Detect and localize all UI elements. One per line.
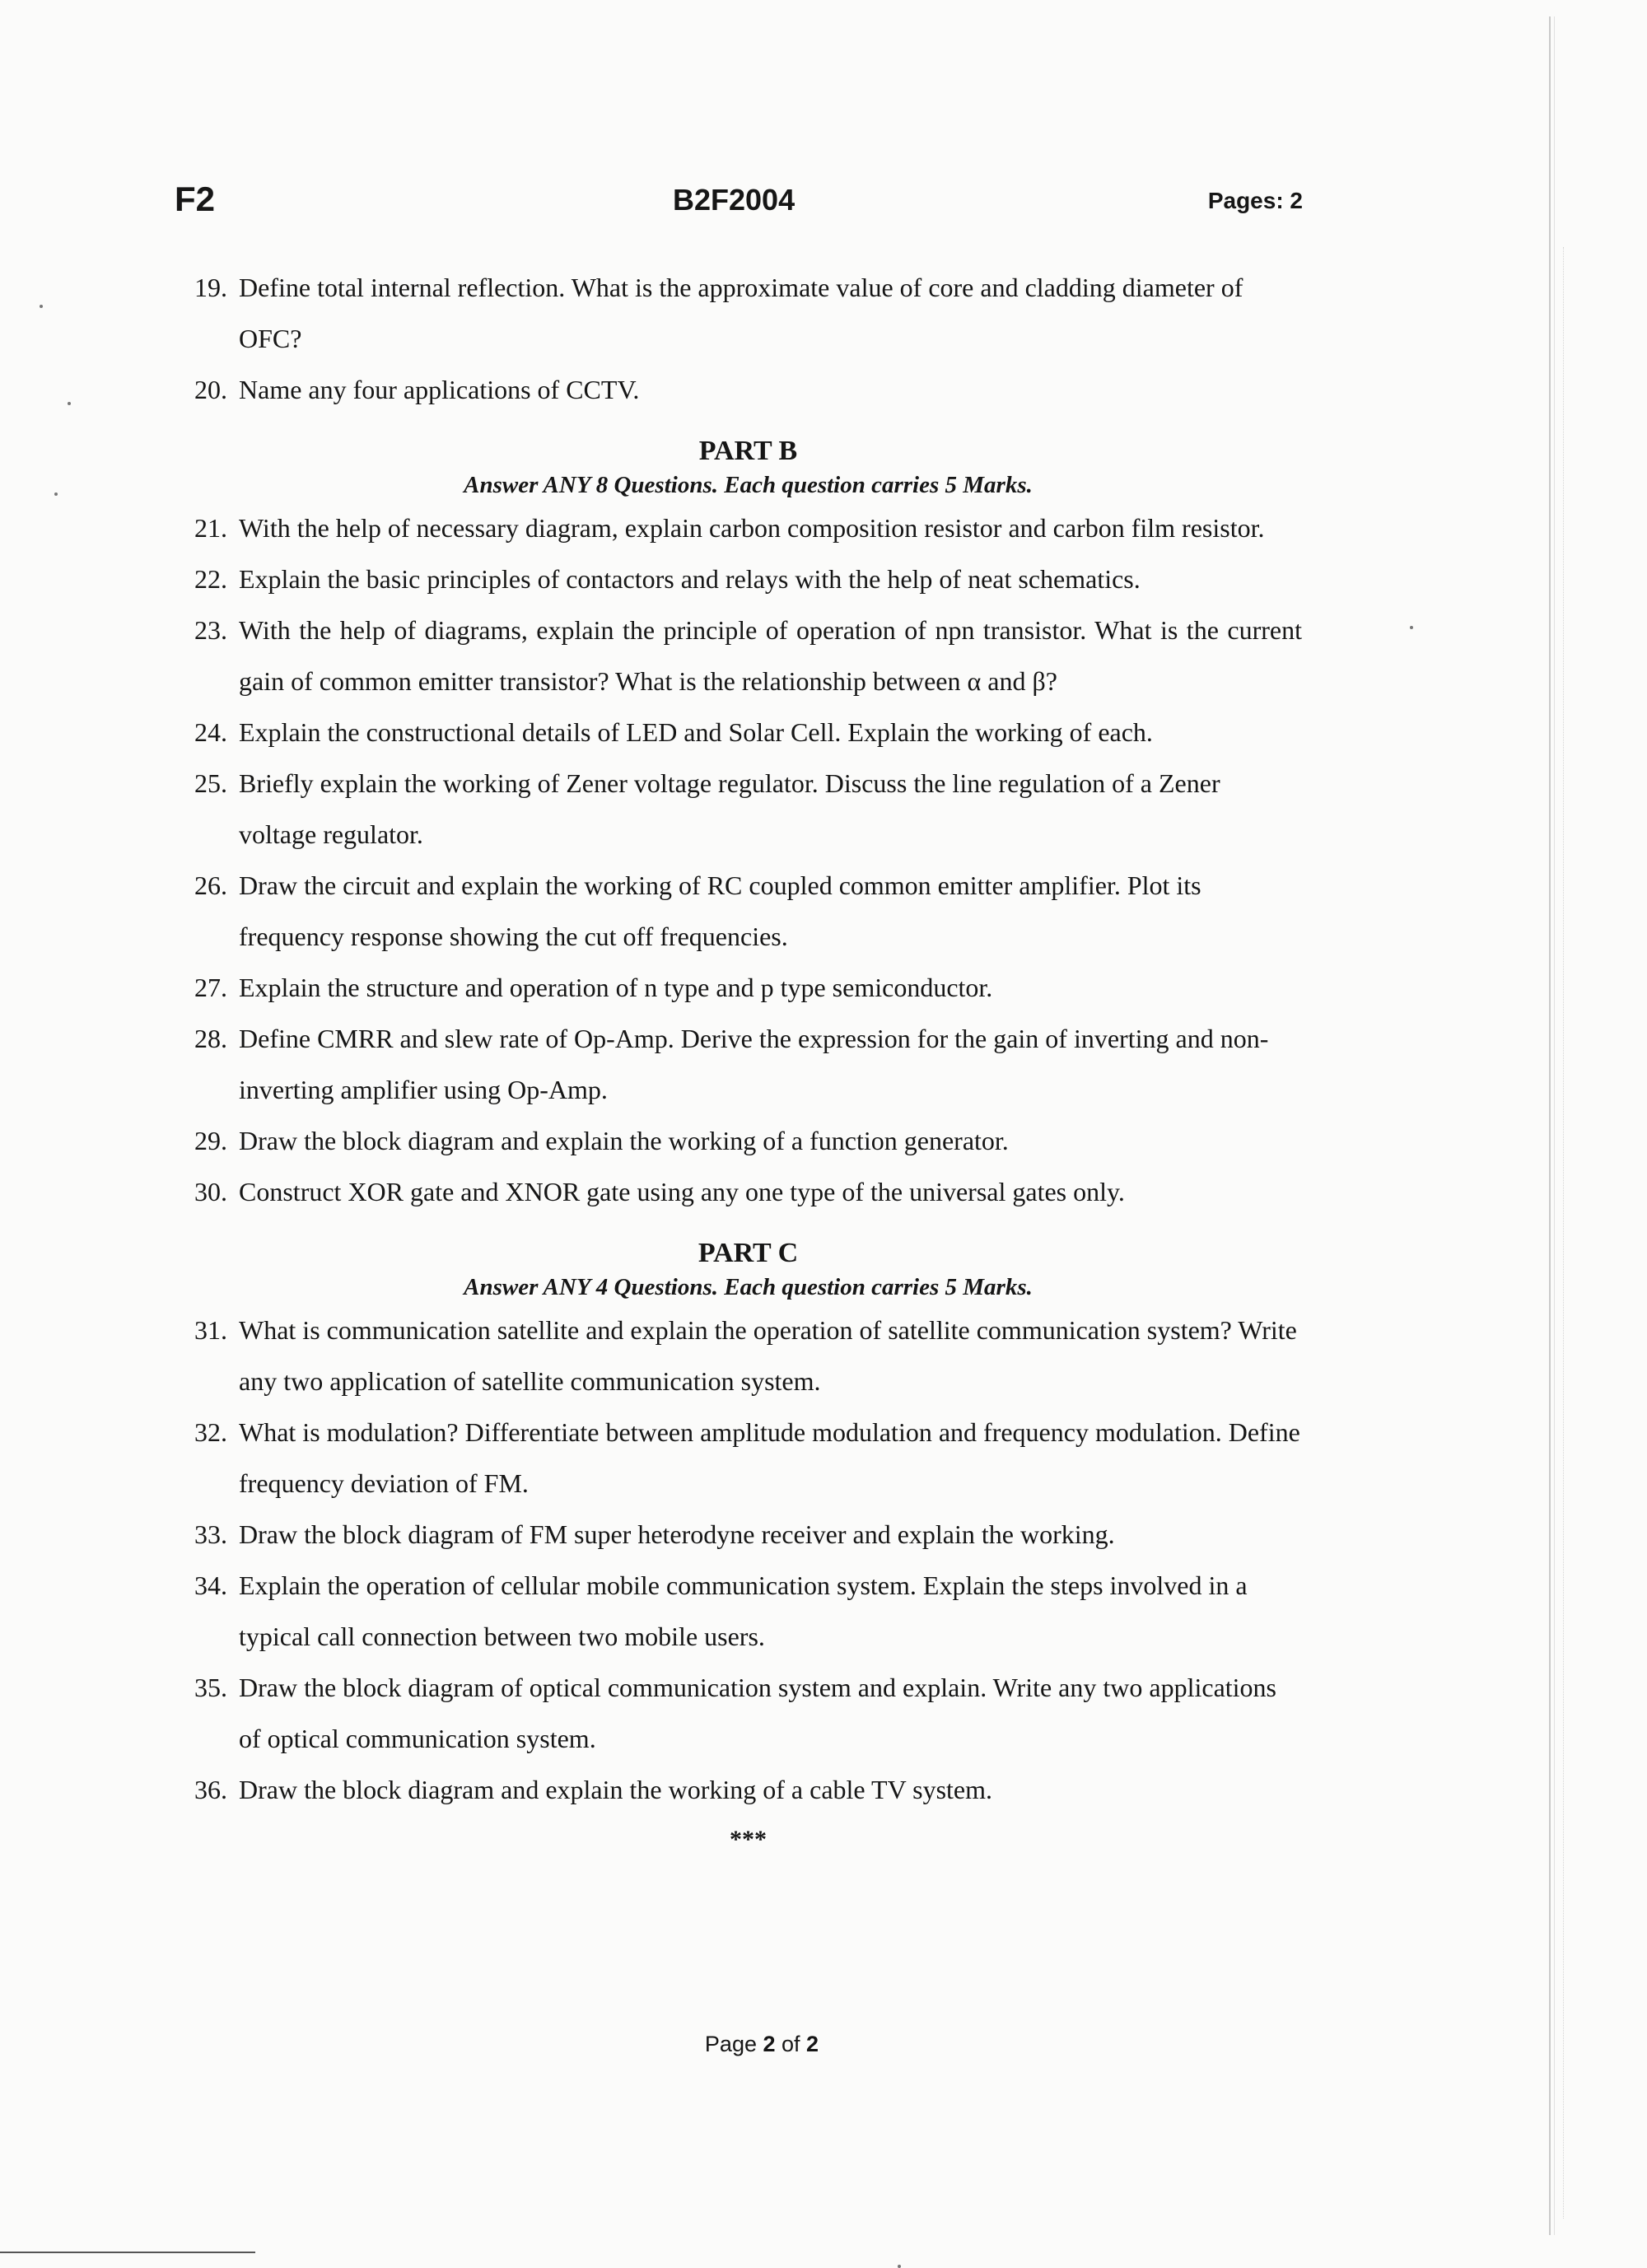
question-item xyxy=(194,1304,1302,1407)
question-text: Define CMRR and slew rate of Op-Amp. Derive the expression for the gain of inverting and non-inverting amplifier using Op-Amp. xyxy=(239,1024,1269,1104)
page-header xyxy=(175,180,1303,229)
set-code: F2 xyxy=(175,180,216,218)
bottom-edge-rule xyxy=(0,2252,255,2253)
footer-prefix: Page xyxy=(704,2032,763,2056)
part-c-instruction: Answer ANY 4 Questions. Each question carries 5 Marks. xyxy=(464,1274,1033,1300)
question-item xyxy=(194,553,1302,604)
question-text: Define total internal reflection. What is the approximate value of core and cladding diameter of OFC? xyxy=(239,273,1243,353)
question-text: Explain the operation of cellular mobile communication system. Explain the steps involved in a typical call connection between two mobile users. xyxy=(239,1570,1248,1651)
question-text: Explain the basic principles of contactors and relays with the help of neat schematics. xyxy=(239,564,1141,594)
question-number: 19. xyxy=(194,273,227,302)
question-text: Draw the block diagram and explain the working of a cable TV system. xyxy=(239,1775,992,1804)
question-paper-body xyxy=(194,262,1302,1860)
question-item xyxy=(194,1662,1302,1764)
question-text: Draw the block diagram of FM super heterodyne receiver and explain the working. xyxy=(239,1519,1115,1549)
page-footer xyxy=(0,2032,1523,2057)
question-text: Briefly explain the working of Zener voltage regulator. Discuss the line regulation of a Zener voltage regulator. xyxy=(239,768,1220,849)
part-b-instruction: Answer ANY 8 Questions. Each question carries 5 Marks. xyxy=(464,472,1033,498)
footer-current-page: 2 xyxy=(763,2032,776,2056)
question-number: 30. xyxy=(194,1177,227,1206)
question-text: With the help of necessary diagram, explain carbon composition resistor and carbon film resistor. xyxy=(239,513,1265,543)
question-item xyxy=(194,1560,1302,1662)
question-item xyxy=(194,962,1302,1013)
question-number: 20. xyxy=(194,375,227,404)
scan-edge-line-secondary xyxy=(1563,247,1565,2219)
question-text: Explain the structure and operation of n type and p type semiconductor. xyxy=(239,973,993,1002)
question-number: 28. xyxy=(194,1024,227,1053)
question-item xyxy=(194,364,1302,415)
question-number: 27. xyxy=(194,973,227,1002)
question-number: 36. xyxy=(194,1775,227,1804)
paper-code: B2F2004 xyxy=(673,183,796,217)
question-item xyxy=(194,1509,1302,1560)
scan-edge-line xyxy=(1549,16,1555,2235)
question-text: Draw the circuit and explain the working of RC coupled common emitter amplifier. Plot its frequency response showing the cut off frequencies. xyxy=(239,870,1201,951)
question-number: 32. xyxy=(194,1417,227,1447)
question-item xyxy=(194,604,1302,707)
question-number: 29. xyxy=(194,1126,227,1155)
question-text: With the help of diagrams, explain the principle of operation of npn transistor. What is the current gain of common emitter transistor? What is the relationship between α and β? xyxy=(239,615,1302,696)
part-b-title: PART B xyxy=(698,436,798,466)
question-text: Explain the constructional details of LED and Solar Cell. Explain the working of each. xyxy=(239,717,1153,747)
footer-middle: of xyxy=(775,2032,807,2056)
question-item xyxy=(194,262,1302,364)
question-text: What is communication satellite and explain the operation of satellite communication system? Write any two application of satellite communication system. xyxy=(239,1315,1297,1396)
question-text: Draw the block diagram and explain the working of a function generator. xyxy=(239,1126,1009,1155)
question-item xyxy=(194,860,1302,962)
part-c-title: PART C xyxy=(698,1238,799,1268)
question-number: 25. xyxy=(194,768,227,798)
scan-speck xyxy=(40,305,43,308)
question-item xyxy=(194,707,1302,758)
question-text: Draw the block diagram of optical communication system and explain. Write any two applications of optical communication system. xyxy=(239,1673,1276,1753)
question-number: 34. xyxy=(194,1570,227,1600)
question-item xyxy=(194,1013,1302,1115)
question-item xyxy=(194,502,1302,553)
question-number: 33. xyxy=(194,1519,227,1549)
question-item xyxy=(194,1764,1302,1815)
question-number: 21. xyxy=(194,513,227,543)
scan-speck xyxy=(1410,626,1413,629)
question-text: What is modulation? Differentiate between amplitude modulation and frequency modulation. Define frequency deviation of FM. xyxy=(239,1417,1300,1498)
question-item xyxy=(194,758,1302,860)
question-item xyxy=(194,1407,1302,1509)
question-text: Construct XOR gate and XNOR gate using any one type of the universal gates only. xyxy=(239,1177,1125,1206)
question-item xyxy=(194,1115,1302,1166)
question-number: 35. xyxy=(194,1673,227,1702)
question-number: 31. xyxy=(194,1315,227,1345)
scan-speck xyxy=(68,402,71,405)
question-number: 24. xyxy=(194,717,227,747)
question-text: Name any four applications of CCTV. xyxy=(239,375,640,404)
scan-speck xyxy=(54,492,58,496)
question-number: 26. xyxy=(194,870,227,900)
page-count: Pages: 2 xyxy=(1207,188,1303,213)
question-item xyxy=(194,1166,1302,1217)
footer-total-pages: 2 xyxy=(806,2032,819,2056)
end-of-paper-mark: *** xyxy=(730,1826,767,1853)
question-number: 23. xyxy=(194,615,227,645)
question-number: 22. xyxy=(194,564,227,594)
scan-speck xyxy=(898,2265,901,2268)
